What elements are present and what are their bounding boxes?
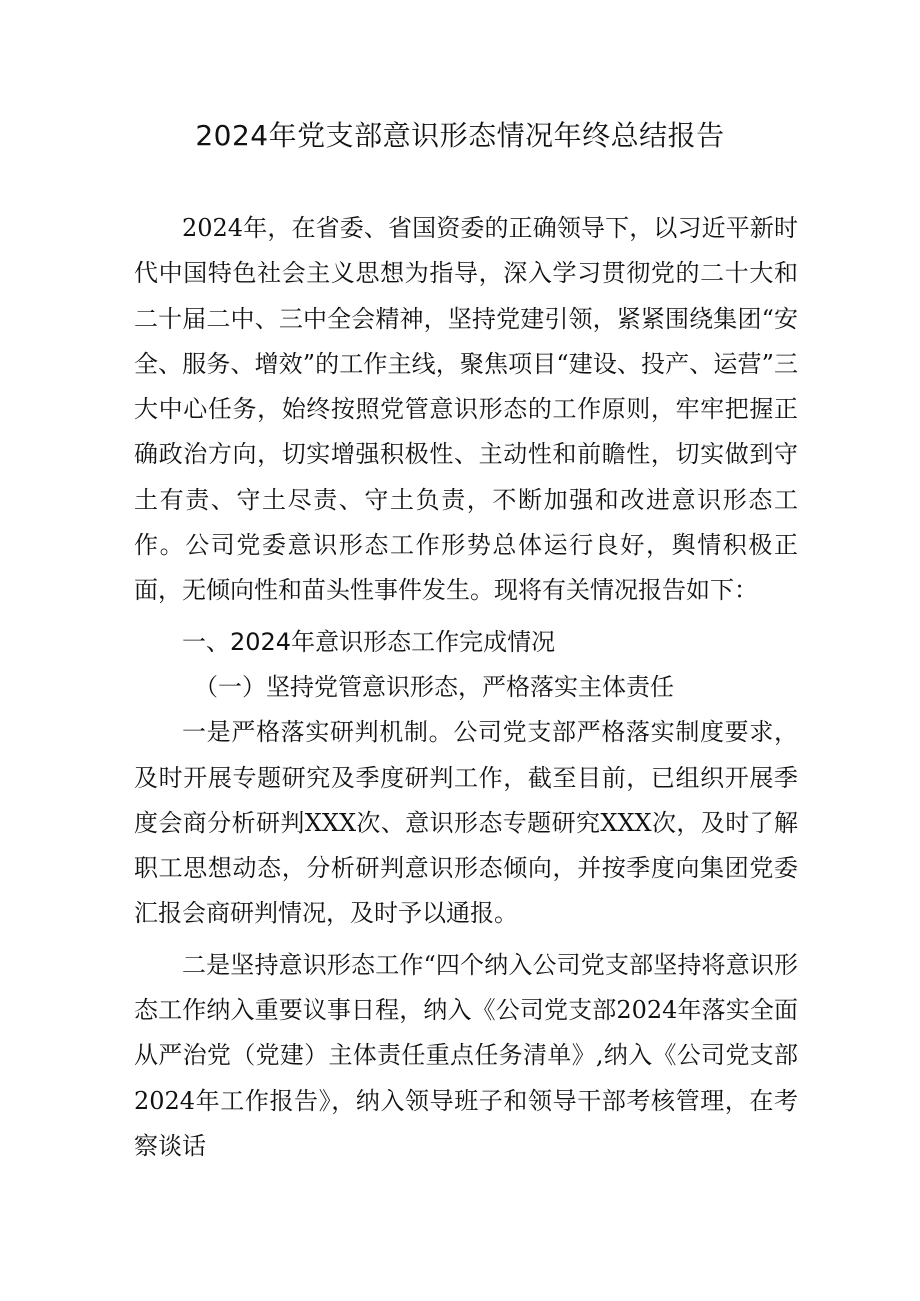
document-body <box>134 206 798 1169</box>
body-paragraph-1: 一是严格落实研判机制。公司党支部严格落实制度要求，及时开展专题研究及季度研判工作，截至目前，已组织开展季度会商分析研判XXX次、意识形态专题研究XXX次，及时了解职工思想动态，分析研判意识形态倾向，并按季度向集团党委汇报会商研判情况，及时予以通报。 <box>134 718 798 928</box>
intro-paragraph: 2024年，在省委、省国资委的正确领导下，以习近平新时代中国特色社会主义思想为指导，深入学习贯彻党的二十大和二十届二中、三中全会精神，坚持党建引领，紧紧围绕集团“安全、服务、增效”的工作主线，聚焦项目“建设、投产、运营”三大中心任务，始终按照党管意识形态的工作原则，牢牢把握正确政治方向，切实增强积极性、主动性和前瞻性，切实做到守土有责、守土尽责、守土负责，不断加强和改进意识形态工作。公司党委意识形态工作形势总体运行良好，舆情积极正面，无倾向性和苗头性事件发生。现将有关情况报告如下： <box>134 214 798 605</box>
subsection-heading: （一）坚持党管意识形态，严格落实主体责任 <box>194 672 674 701</box>
section-heading: 一、2024年意识形态工作完成情况 <box>182 627 556 656</box>
document-title: 2024年党支部意识形态情况年终总结报告 <box>195 119 725 152</box>
body-paragraph-2: 二是坚持意识形态工作“四个纳入公司党支部坚持将意识形态工作纳入重要议事日程，纳入《公司党支部2024年落实全面从严治党（党建）主体责任重点任务清单》,纳入《公司党支部2024年工作报告》，纳入领导班子和领导干部考核管理，在考察谈话 <box>134 950 798 1160</box>
